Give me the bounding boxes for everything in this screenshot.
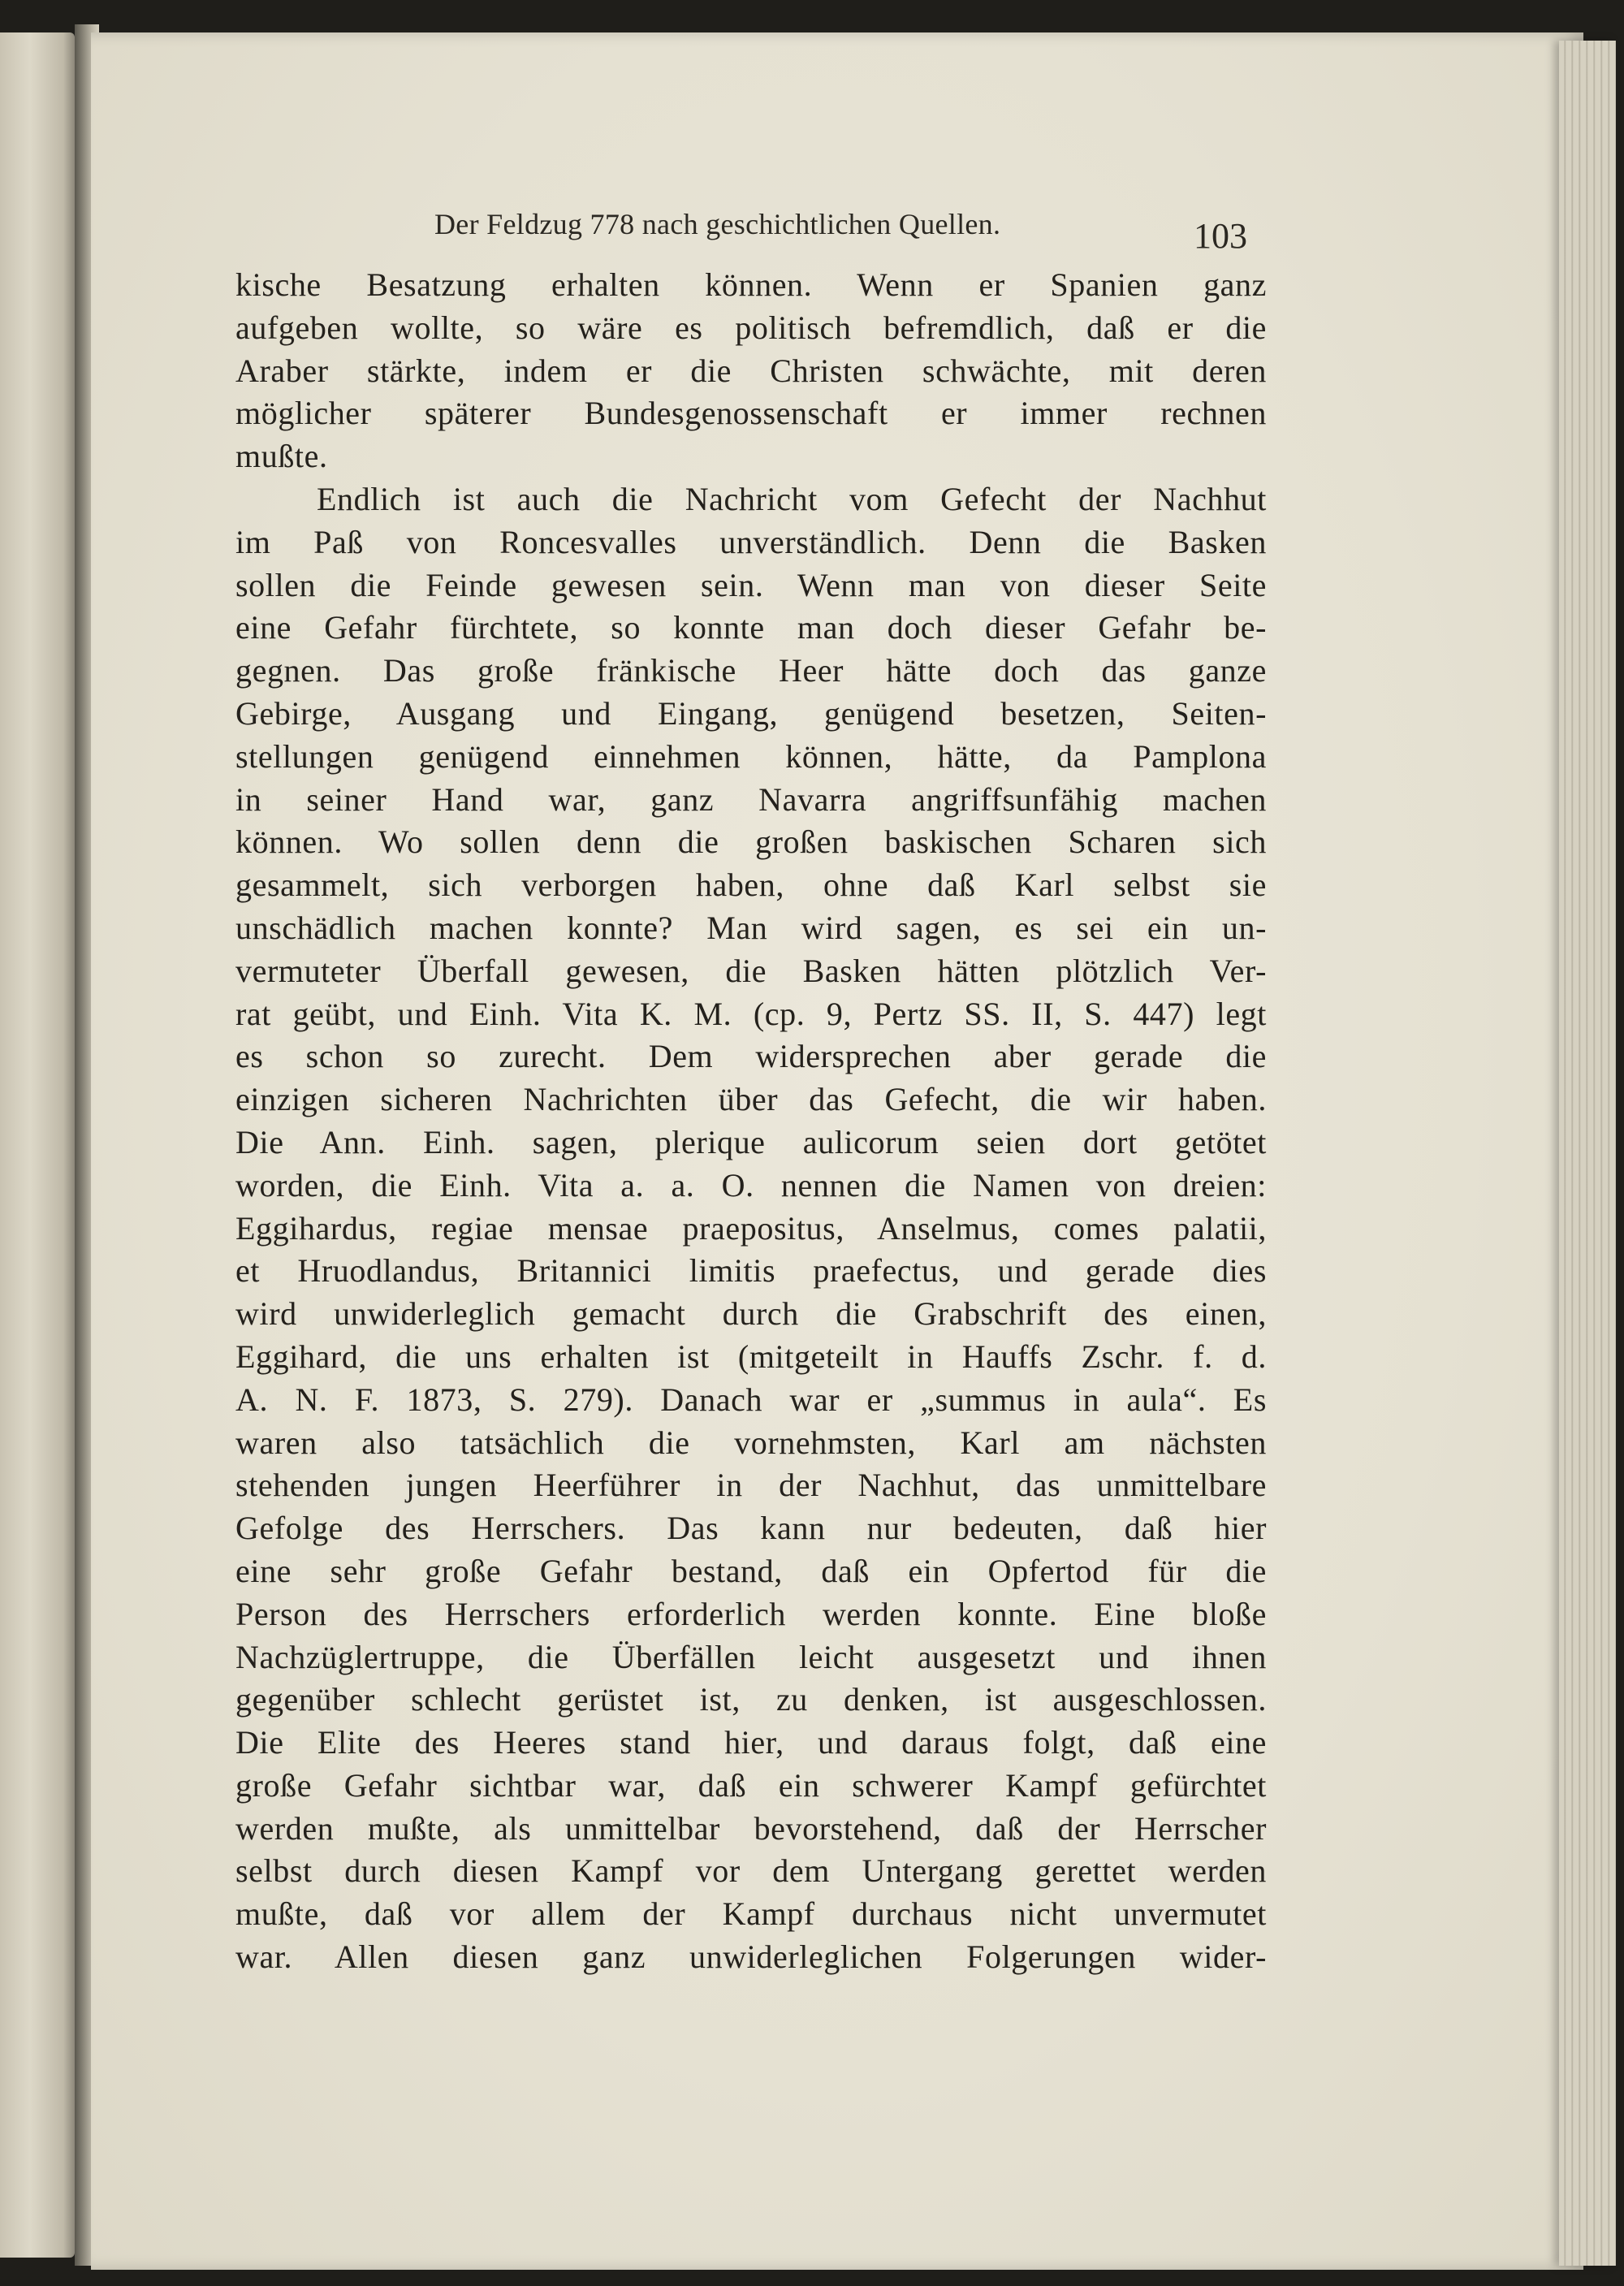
text-line: Gebirge, Ausgang und Eingang, genügend besetzen, Seiten- (235, 694, 1267, 732)
text-line: mußte. (235, 438, 328, 475)
text-line: worden, die Einh. Vita a. a. O. nennen die Namen von dreien: (235, 1166, 1267, 1203)
page-stack-edges (1559, 41, 1616, 2266)
body-text (235, 264, 1267, 1979)
text-line: mußte, daß vor allem der Kampf durchaus nicht unvermutet (235, 1895, 1267, 1933)
text-line: sollen die Feinde gewesen sein. Wenn man von dieser Seite (235, 566, 1267, 603)
text-line: A. N. F. 1873, S. 279). Danach war er „summus in aula“. Es (235, 1381, 1267, 1418)
text-line: Person des Herrschers erforderlich werden konnte. Eine bloße (235, 1595, 1267, 1632)
page-number: 103 (1194, 216, 1247, 256)
text-line: gegnen. Das große fränkische Heer hätte doch das ganze (235, 652, 1267, 689)
text-line: et Hruodlandus, Britannici limitis praefectus, und gerade dies (235, 1252, 1267, 1290)
text-line: große Gefahr sichtbar war, daß ein schwerer Kampf gefürchtet (235, 1766, 1267, 1804)
text-line: einzigen sicheren Nachrichten über das Gefecht, die wir haben. (235, 1081, 1267, 1118)
text-line: im Paß von Roncesvalles unverständlich. Denn die Basken (235, 523, 1267, 560)
text-line: unschädlich machen konnte? Man wird sagen, es sei ein un- (235, 909, 1267, 946)
text-line: können. Wo sollen denn die großen baskischen Scharen sich (235, 823, 1267, 861)
text-line: Die Ann. Einh. sagen, plerique aulicorum seien dort getötet (235, 1123, 1267, 1160)
text-line: vermuteter Überfall gewesen, die Basken hätten plötzlich Ver- (235, 952, 1267, 989)
text-line: möglicher späterer Bundesgenossenschaft er immer rechnen (235, 395, 1267, 432)
text-line: gegenüber schlecht gerüstet ist, zu denken, ist ausgeschlossen. (235, 1681, 1267, 1718)
text-line: Eggihard, die uns erhalten ist (mitgeteilt in Hauffs Zschr. f. d. (235, 1337, 1267, 1375)
text-line: stellungen genügend einnehmen können, hätte, da Pamplona (235, 737, 1267, 775)
text-line: werden mußte, als unmittelbar bevorstehend, daß der Herrscher (235, 1809, 1267, 1847)
text-line: in seiner Hand war, ganz Navarra angriffsunfähig machen (235, 780, 1267, 818)
running-head: Der Feldzug 778 nach geschichtlichen Quellen. (434, 208, 1001, 240)
text-line: es schon so zurecht. Dem widersprechen aber gerade die (235, 1038, 1267, 1075)
text-line: selbst durch diesen Kampf vor dem Untergang gerettet werden (235, 1852, 1267, 1890)
text-line: wird unwiderleglich gemacht durch die Grabschrift des einen, (235, 1295, 1267, 1333)
text-line: war. Allen diesen ganz unwiderleglichen Folgerungen wider- (235, 1938, 1267, 1976)
text-line: Eggihardus, regiae mensae praepositus, Anselmus, comes palatii, (235, 1209, 1267, 1247)
text-line: Araber stärkte, indem er die Christen schwächte, mit deren (235, 352, 1267, 389)
text-line: waren also tatsächlich die vornehmsten, Karl am nächsten (235, 1424, 1267, 1461)
text-line: kische Besatzung erhalten können. Wenn er Spanien ganz (235, 266, 1267, 303)
left-page-edge (0, 32, 75, 2258)
text-line: eine Gefahr fürchtete, so konnte man doch dieser Gefahr be- (235, 609, 1267, 646)
text-line: Die Elite des Heeres stand hier, und daraus folgt, daß eine (235, 1724, 1267, 1761)
text-line: Gefolge des Herrschers. Das kann nur bedeuten, daß hier (235, 1510, 1267, 1547)
text-line: Nachzüglertruppe, die Überfällen leicht ausgesetzt und ihnen (235, 1638, 1267, 1675)
text-line: rat geübt, und Einh. Vita K. M. (cp. 9, Pertz SS. II, S. 447) legt (235, 995, 1267, 1032)
text-line: gesammelt, sich verborgen haben, ohne daß Karl selbst sie (235, 866, 1267, 904)
text-line: Endlich ist auch die Nachricht vom Gefecht der Nachhut (317, 480, 1267, 517)
text-line: aufgeben wollte, so wäre es politisch befremdlich, daß er die (235, 309, 1267, 346)
text-line: stehenden jungen Heerführer in der Nachhut, das unmittelbare (235, 1467, 1267, 1504)
text-line: eine sehr große Gefahr bestand, daß ein Opfertod für die (235, 1552, 1267, 1589)
